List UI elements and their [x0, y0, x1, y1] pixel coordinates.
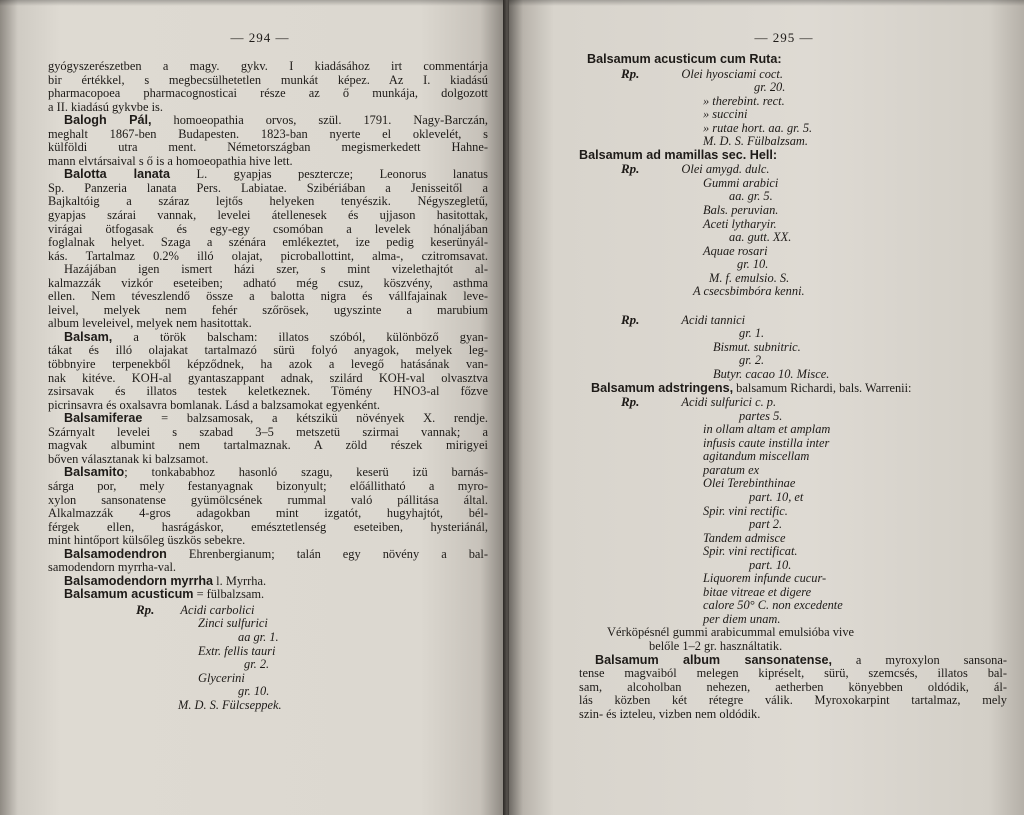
- recipe-line: [579, 162, 1009, 177]
- entry-head: Balsamum ad mamillas sec. Hell:: [579, 147, 778, 162]
- entry-head: Balotta lanata: [64, 168, 170, 182]
- recipe-block: [48, 603, 488, 712]
- recipe-item: gr. 10.: [238, 684, 270, 699]
- recipe-item: Acidi tannici: [681, 312, 746, 327]
- rp-label: Rp.: [621, 65, 640, 81]
- recipe-item: M. f. emulsio. S.: [709, 270, 790, 285]
- right-page: [509, 0, 1024, 815]
- entry-balsamodendron: Balsamodendron Ehrenbergianum; talán egy növény a bal-: [64, 547, 488, 561]
- text-line: virágai ötfogasak és egy-egy csomóban a levelek hónaljában: [48, 222, 488, 236]
- recipe-item: A csecsbimbóra kenni.: [693, 284, 805, 299]
- text-line: a II. kiadású gykvbe is.: [48, 100, 163, 114]
- recipe-item: per diem unam.: [703, 611, 781, 626]
- entry-head: Balsamum acusticum: [64, 588, 194, 602]
- recipe-item: Acidi sulfurici c. p.: [681, 395, 777, 410]
- entry-head: Balsamito: [64, 466, 125, 480]
- recipe-item: aa. gr. 5.: [729, 189, 773, 204]
- text-line: album leveleivel, melyek nem hasitottak.: [48, 317, 252, 331]
- entry-head: Balsamodendron: [64, 547, 167, 561]
- recipe-item: Spir. vini rectificat.: [703, 544, 798, 559]
- text-line: magvak albumint nem tartalmaznak. A zöld részek mirigyei: [48, 439, 488, 453]
- text-line: kalmazzák vizkór eseteiben; adható még csuz, köszvény, asthma: [48, 276, 488, 290]
- rp-label: Rp.: [621, 394, 640, 410]
- text-line: samodendorn myrrha-val.: [48, 561, 176, 575]
- text-line: sam, alcoholban nehezen, aetherben könyebben oldódik, ál-: [579, 680, 1007, 694]
- recipe-item: Tandem admisce: [703, 530, 786, 545]
- recipe-item: aa gr. 1.: [238, 629, 279, 644]
- text-line: férgek ellen, hasrágáskor, emésztetlenség eseteiben, hysteriánál,: [48, 520, 488, 534]
- entry-album: [579, 654, 1007, 722]
- recipe-item: Olei hyosciami coct.: [681, 66, 783, 81]
- recipe-line: [579, 395, 1009, 410]
- recipe-item: Liquorem infunde cucur-: [703, 571, 827, 586]
- recipe-item: agitandum miscellam: [703, 449, 810, 464]
- entry-head: Balogh Pál,: [64, 114, 152, 128]
- recipe-item: Butyr. cacao 10. Misce.: [713, 367, 830, 382]
- text-line: Hazájában igen ismert házi szer, s mint vizelethajtót al-: [64, 263, 488, 277]
- entry-head: Balsamum album sansonatense,: [595, 653, 832, 667]
- text-line: Vérköpésnél gummi arabicummal emulsióba vive: [607, 625, 855, 640]
- recipe-item: part. 10.: [749, 557, 792, 572]
- text-line: kás. Tartalmaz 0.2% illó olajat, picroballottint, alma-, czitromsavat.: [48, 249, 488, 263]
- recipe-item: Zinci sulfurici: [198, 616, 268, 631]
- recipe-item: Olei amygd. dulc.: [681, 162, 770, 177]
- text-line: lás közben két rétegre válik. Myroxokarpint tartalmaz, mely: [579, 694, 1007, 708]
- section-head: [579, 149, 1009, 163]
- recipe-item: Olei Terebinthinae: [703, 476, 796, 491]
- recipe-item: part. 10, et: [749, 489, 804, 504]
- text-line: gyógyszerészetben a magy. gykv. I kiadásához irt commentárja: [48, 60, 488, 73]
- text-line: leivel, melyek nem fehér szőrösek, ugyszinte a marubium: [48, 303, 488, 317]
- text-line: külföldi utra ment. Németországban megismerkedett Hahne-: [48, 141, 488, 155]
- recipe-item: gr. 2.: [739, 353, 765, 368]
- recipe-item: Aquae rosari: [703, 243, 768, 258]
- recipe-item: Bismut. subnitric.: [713, 339, 801, 354]
- recipe-item: Bals. peruvian.: [703, 203, 779, 218]
- text-line: Bajkaltóig a száraz lejtős helyeken tenyészik. Négyszegletű,: [48, 195, 488, 209]
- text-line: tense magvaiból melegen kipréselt, sürü, szemcsés, illatos bal-: [579, 667, 1007, 681]
- recipe-line: [48, 603, 488, 618]
- recipe-item: gr. 2.: [244, 657, 270, 672]
- recipe-item: » therebint. rect.: [703, 93, 785, 108]
- entry-head: Balsam,: [64, 330, 113, 344]
- text-line: sárga por, mely festanyagnak bizonyult; előállitható a myro-: [48, 479, 488, 493]
- right-page-number: — 295 —: [754, 30, 814, 45]
- recipe-item: gr. 1.: [739, 326, 765, 341]
- text-line: nak kitéve. KOH-al gyantaszappant adnak, szilárd KOH-val olvasztva: [48, 371, 488, 385]
- recipe-item: Glycerini: [198, 670, 245, 685]
- entry-text: a myroxylon sansona-: [831, 653, 1007, 667]
- right-page-text: [579, 53, 1009, 721]
- entry-acusticum: Balsamum acusticum = fülbalzsam.: [64, 588, 265, 602]
- text-line: picrinsavra és oxalsavra bomlanak. Lásd a balzsamokat egyenként.: [48, 398, 381, 412]
- entry-balsamito: Balsamito; tonkababhoz hasonló szagu, keserü izü barnás-: [64, 466, 488, 480]
- entry-text: balsamum Richardi, bals. Warrenii:: [733, 380, 912, 395]
- recipe-item: gr. 20.: [754, 80, 786, 95]
- entry-head: Balsamiferae: [64, 412, 143, 426]
- text-line: bir értékkel, s megbecsülhetetlen munkát képez. Az I. kiadású: [48, 73, 488, 87]
- text-line: tákat és illó olajakat tartalmazó sürü folyó anyagok, melyek leg-: [48, 344, 488, 358]
- recipe-item: » rutae hort. aa. gr. 5.: [703, 120, 813, 135]
- text-line: Szárnyalt levelei s szabad 3–5 metszetü szirmai vannak; a: [48, 425, 488, 439]
- recipe-item: Aceti lytharyir.: [703, 216, 777, 231]
- rp-label: Rp.: [136, 601, 155, 617]
- entry-balsamodendorn: Balsamodendorn myrrha l. Myrrha.: [64, 574, 267, 588]
- recipe-item: in ollam altam et amplam: [703, 422, 831, 437]
- recipe-item: gr. 10.: [737, 257, 769, 272]
- recipe-item: M. D. S. Fülcseppek.: [178, 697, 282, 712]
- text-line: mann elvtársaival s ő is a homoeopathia hive lett.: [48, 154, 293, 168]
- rp-label: Rp.: [621, 311, 640, 327]
- text-line: xylon sansonatense gyümölcsének rummal való pállitása által.: [48, 493, 488, 507]
- entry-head: Balsamum acusticum cum Ruta:: [587, 52, 782, 66]
- recipe-item: calore 50° C. non excedente: [703, 598, 843, 613]
- recipe-item: Gummi arabici: [703, 175, 779, 190]
- recipe-item: » succini: [703, 107, 748, 122]
- entry-adstringens: [579, 382, 1009, 396]
- recipe-item: Spir. vini rectific.: [703, 503, 788, 518]
- text-line: többnyire terpenekből képződnek, ha azok a levegő hatásának van-: [48, 358, 488, 372]
- page-shadow: [509, 0, 1024, 6]
- text-line: Sp. Panzeria lanata Pers. Labiatae. Szibériában a Jenisseitől a: [48, 181, 488, 195]
- recipe-item: part 2.: [749, 517, 783, 532]
- entry-head: Balsamodendorn myrrha: [64, 574, 214, 588]
- recipe-item: paratum ex: [703, 462, 760, 477]
- entry-balsam: Balsam, a török balscham: illatos szóból, különböző gyan-: [64, 330, 488, 344]
- page-shadow: [0, 0, 505, 6]
- text-line: gyapjas szárai vannak, levelei átellenesek és ujjason hasitottak,: [48, 209, 488, 223]
- text-line: belőle 1–2 gr. használtatik.: [649, 638, 783, 653]
- rp-label: Rp.: [621, 161, 640, 177]
- recipe-item: aa. gutt. XX.: [729, 230, 792, 245]
- recipe-item: bitae vitreae et digere: [703, 584, 812, 599]
- recipe-line: [579, 313, 1009, 328]
- text-line: zsirsavak és illatos testek keletkeznek. Tömény HNO3-al főzve: [48, 385, 488, 399]
- left-page: [0, 0, 505, 815]
- text-line: foglalnak helyet. Szaga a szénára emlékeztet, ize pedig keserünyál-: [48, 236, 488, 250]
- section-head: [579, 53, 1009, 67]
- text-line: mint hintőport külsőleg üszkös sebekre.: [48, 534, 246, 548]
- entry-balogh: Balogh Pál, homoeopathia orvos, szül. 1791. Nagy-Barczán,: [64, 114, 488, 128]
- recipe-line: [579, 67, 1009, 82]
- entry-balotta: Balotta lanata L. gyapjas pesztercze; Leonorus lanatus: [64, 168, 488, 182]
- text-line: Alkalmazzák 4-gros adagokban mint izgatót, hugyhajtót, bél-: [48, 507, 488, 521]
- recipe-item: infusis caute instilla inter: [703, 435, 830, 450]
- text-line: szin- és izteleu, vizben nem oldódik.: [579, 707, 761, 721]
- text-line: bőven választanak ki balzsamot.: [48, 452, 209, 466]
- left-page-number: — 294 —: [230, 30, 290, 45]
- entry-head: Balsamum adstringens,: [591, 380, 734, 395]
- recipe-item: partes 5.: [739, 408, 783, 423]
- text-line: ellen. Nem téveszlendő össze a balotta nigra és vállfajainak leve-: [48, 290, 488, 304]
- text-line: pharmacopoea pharmacognosticai része az ő munkája, dolgozott: [48, 87, 488, 101]
- entry-balsamiferae: Balsamiferae = balzsamosak, a kétszikü növények X. rendje.: [64, 412, 488, 426]
- recipe-item: Acidi carbolici: [180, 602, 255, 617]
- recipe-item: Extr. fellis tauri: [198, 643, 276, 658]
- entry-album-first: [579, 654, 1007, 668]
- left-page-text: [48, 60, 488, 712]
- text-line: meghalt 1867-ben Budapesten. 1823-ban nyerte el oklevelét, s: [48, 127, 488, 141]
- recipe-item: M. D. S. Fülbalzsam.: [703, 134, 808, 149]
